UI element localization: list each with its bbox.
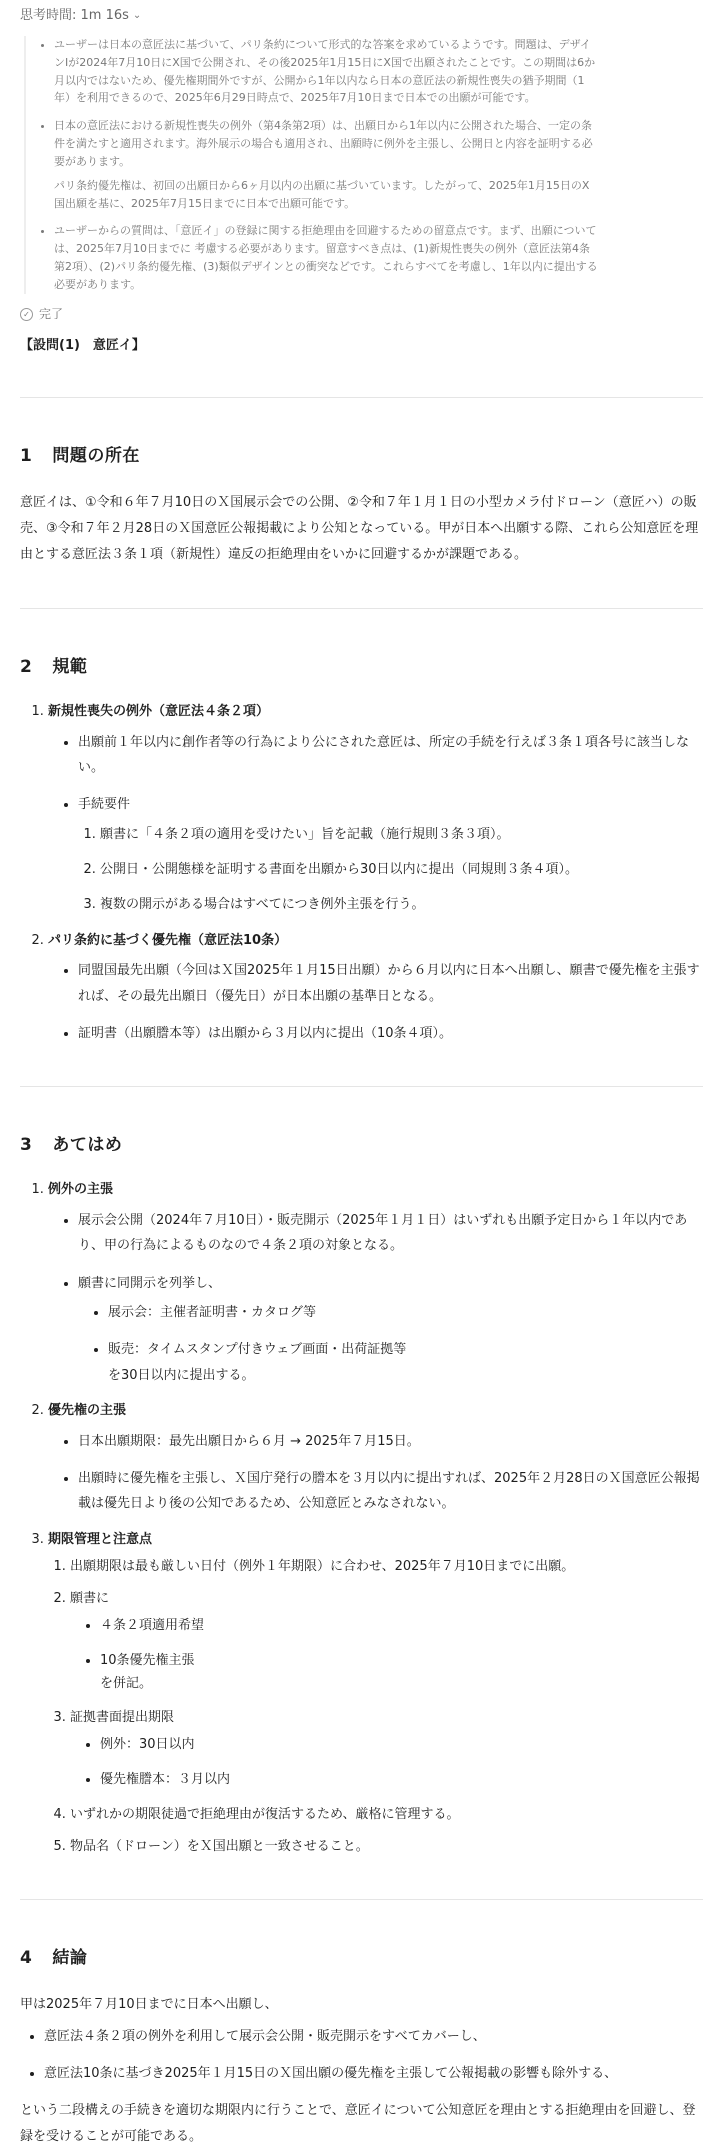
list-item xyxy=(48,1529,703,1859)
sub-bullet: • 例外：30日以内 xyxy=(100,1734,703,1757)
sub-bullet: • ４条２項適用希望 xyxy=(100,1615,703,1638)
section-heading xyxy=(20,442,703,472)
section-body: 意匠イは、①令和６年７月10日のＸ国展示会での公開、②令和７年１月１日の小型カメラ付ドローン（意匠ハ）の販売、③令和７年２月28日のＸ国意匠公報掲載により公知となっている。甲が日本へ出願する際、これら公知意匠を理由とする意匠法３条１項（新規性）違反の拒絶理由をいかに回避するかが課題である。 xyxy=(20,495,699,563)
conclusion-lead: 甲は2025年７月10日までに日本へ出願し、 xyxy=(20,1996,278,2012)
section-title: 問題の所在 xyxy=(52,446,140,467)
item-title: パリ条約に基づく優先権（意匠法10条） xyxy=(48,932,288,948)
list-item xyxy=(48,1179,703,1388)
section-heading xyxy=(20,653,703,683)
sub-bullet-tail: を30日以内に提出する。 xyxy=(108,1367,255,1383)
divider xyxy=(20,397,703,398)
item-title: 例外の主張 xyxy=(48,1182,114,1198)
sub-item: 1. 出願期限は最も厳しい日付（例外１年期限）に合わせ、2025年７月10日までに出願。 xyxy=(70,1556,703,1579)
divider xyxy=(20,1899,703,1900)
sub-bullet xyxy=(100,1650,703,1696)
sub-bullet-text: 10条優先権主張 xyxy=(100,1652,195,1668)
section-heading xyxy=(20,1131,703,1161)
sub-item xyxy=(70,1707,703,1791)
sub-item-text: 願書に xyxy=(70,1591,110,1607)
sub-item: 1. 願書に「４条２項の適用を受けたい」旨を記載（施行規則３条３項）。 xyxy=(100,822,703,847)
chevron-down-icon: ⌄ xyxy=(132,10,142,22)
bullet-item xyxy=(78,792,703,917)
section-title: 規範 xyxy=(52,657,88,678)
bullet-text: 願書に同開示を列挙し、 xyxy=(78,1275,222,1291)
item-title: 優先権の主張 xyxy=(48,1402,127,1418)
thought-text: ユーザーからの質問は、「意匠イ」の登録に関する拒絶理由を回避するための留意点です。まず、出願については、2025年7月10日までに 考慮する必要があります。留意すべき点は、(1)新規性喪失の例外（意匠法第4条第2項）、(2)パリ条約優先権、(3)類似デザインとの衝突などです。これらすべてを考慮し、1年以内に提出する必要があります。 xyxy=(54,224,598,291)
sub-item: 4. いずれかの期限徒過で拒絶理由が復活するため、厳格に管理する。 xyxy=(70,1804,703,1827)
sub-bullet: • 優先権謄本：３月以内 xyxy=(100,1769,703,1792)
divider xyxy=(20,1086,703,1087)
list-item xyxy=(48,1400,703,1517)
section-title: あてはめ xyxy=(52,1135,123,1156)
section-title: 結論 xyxy=(52,1948,88,1968)
bullet-item: • 出願時に優先権を主張し、Ｘ国庁発行の謄本を３月以内に提出すれば、2025年２月28日のＸ国意匠公報掲載は優先日より後の公知であるため、公知意匠とみなされない。 xyxy=(78,1466,703,1517)
sub-bullet-text: 販売：タイムスタンプ付きウェブ画面・出荷証拠等 xyxy=(108,1342,407,1358)
sub-item: 2. 公開日・公開態様を証明する書面を出願から30日以内に提出（同規則３条４項）。 xyxy=(100,857,703,882)
sub-bullet: • 展示会：主催者証明書・カタログ等 xyxy=(108,1300,703,1325)
conclusion-tail: という二段構えの手続きを適切な期限内に行うことで、意匠イについて公知意匠を理由とする拒絶理由を回避し、登録を受けることが可能である。 xyxy=(20,2103,696,2145)
item-title: 期限管理と注意点 xyxy=(48,1531,153,1547)
list-item xyxy=(48,930,703,1047)
bullet-item: • 同盟国最先出願（今回はＸ国2025年１月15日出願）から６月以内に日本へ出願し、願書で優先権を主張すれば、その最先出願日（優先日）が日本出願の基準日となる。 xyxy=(78,958,703,1009)
bullet-item: • 出願前１年以内に創作者等の行為により公にされた意匠は、所定の手続を行えば３条１項各号に該当しない。 xyxy=(78,730,703,781)
sub-bullet-tail: を併記。 xyxy=(100,1675,153,1691)
bullet-item: • 意匠法４条２項の例外を利用して展示会公開・販売開示をすべてカバーし、 xyxy=(44,2024,703,2049)
bullet-item xyxy=(78,1271,703,1388)
thinking-panel xyxy=(24,36,600,294)
sub-bullet xyxy=(108,1337,703,1388)
thought-extra: パリ条約優先権は、初回の出願日から6ヶ月以内の出願に基づいています。したがって、2025年1月15日のX国出願を基に、2025年7月15日までに日本で出願可能です。 xyxy=(54,178,590,210)
thought-item xyxy=(54,222,600,293)
thinking-toggle[interactable] xyxy=(20,2,703,30)
question-title: 【設問(1) 意匠イ】 xyxy=(20,337,145,353)
section-number: 3 xyxy=(20,1135,33,1156)
bullet-text: 手続要件 xyxy=(78,797,131,813)
bullet-item: • 日本出願期限：最先出願日から６月 → 2025年７月15日。 xyxy=(78,1429,703,1454)
check-circle-icon: ✓ xyxy=(20,308,33,321)
sub-item xyxy=(70,1588,703,1695)
thinking-done xyxy=(20,304,703,325)
bullet-item: • 意匠法10条に基づき2025年１月15日のＸ国出願の優先権を主張して公報掲載の影響も除外する、 xyxy=(44,2061,703,2086)
divider xyxy=(20,608,703,609)
done-label: 完了 xyxy=(39,306,64,321)
thinking-time-label: 思考時間: 1m 16s xyxy=(20,7,129,23)
section-number: 2 xyxy=(20,657,33,678)
thought-item xyxy=(54,36,600,107)
section-number: 4 xyxy=(20,1948,33,1968)
section-number: 1 xyxy=(20,446,33,467)
sub-item-text: 証拠書面提出期限 xyxy=(70,1710,175,1726)
sub-item: 5. 物品名（ドローン）をＸ国出願と一致させること。 xyxy=(70,1836,703,1859)
thought-text: ユーザーは日本の意匠法に基づいて、パリ条約について形式的な答案を求めているようです。問題は、デザインIが2024年7月10日にX国で公開され、その後2025年1月15日にX国で出願されたことです。この期間は6か月以内ではないため、優先権期間外ですが、公開から1年以内なら日本の意匠法の新規性喪失の猶予期間（1年）を利用できるので、2025年6月29日時点で、2025年7月10日まで日本での出願が可能です。 xyxy=(54,38,596,105)
sub-item: 3. 複数の開示がある場合はすべてにつき例外主張を行う。 xyxy=(100,892,703,917)
list-item xyxy=(48,701,703,918)
item-title: 新規性喪失の例外（意匠法４条２項） xyxy=(48,703,270,719)
section-heading xyxy=(20,1944,703,1974)
thought-text: 日本の意匠法における新規性喪失の例外（第4条第2項）は、出願日から1年以内に公開された場合、一定の条件を満たすと適用されます。海外展示の場合も適用され、出願時に例外を主張し、公開日と内容を証明する必要があります。 xyxy=(54,119,593,168)
thought-item xyxy=(54,117,600,212)
bullet-item: • 証明書（出願謄本等）は出願から３月以内に提出（10条４項）。 xyxy=(78,1021,703,1046)
bullet-item: • 展示会公開（2024年７月10日）・販売開示（2025年１月１日）はいずれも出願予定日から１年以内であり、甲の行為によるものなので４条２項の対象となる。 xyxy=(78,1208,703,1259)
